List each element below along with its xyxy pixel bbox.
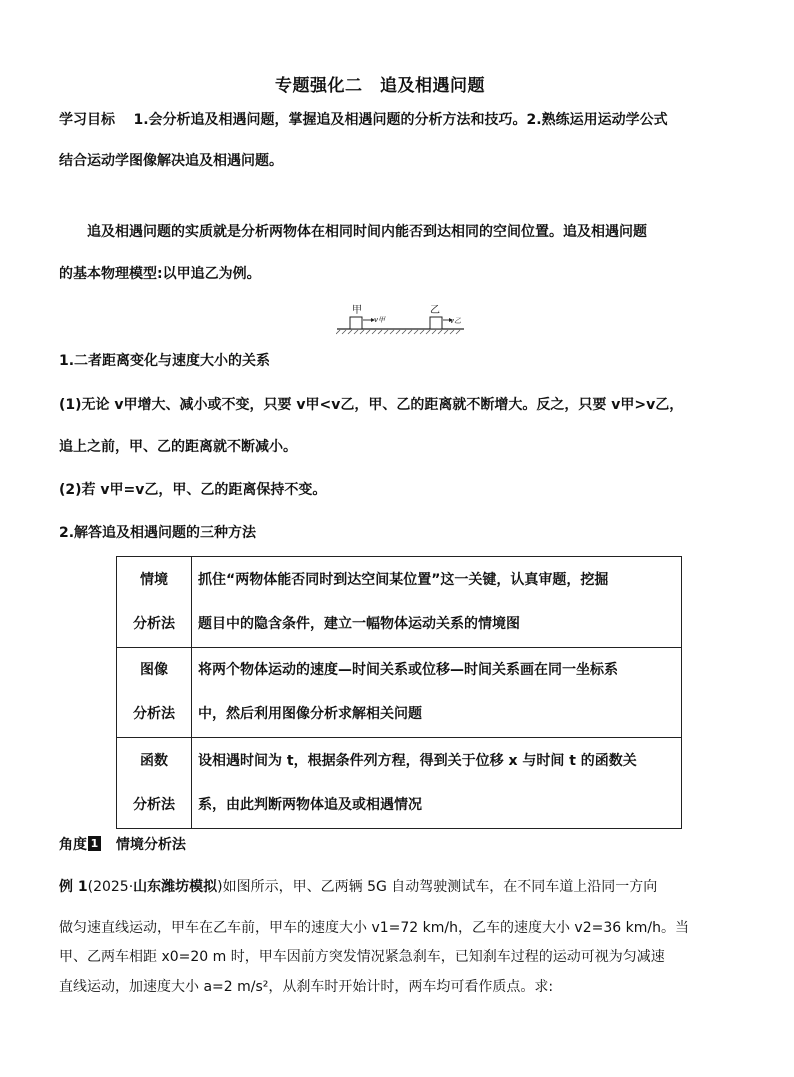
block-b: [430, 317, 442, 329]
method-name-cell: [117, 738, 192, 829]
example-line-4: 直线运动，加速度大小 a=2 m/s²，从刹车时开始计时，两车均可看作质点。求:: [59, 979, 554, 995]
method-name-cell: [117, 557, 192, 648]
page-title: 专题强化二 追及相遇问题: [275, 76, 485, 96]
method-name-line-1: 图像: [140, 662, 168, 679]
learning-goal-label: 学习目标: [59, 112, 115, 128]
block-a: [350, 317, 362, 329]
table-row: [117, 738, 682, 829]
method-description-line-2: 中，然后利用图像分析求解相关问题: [198, 706, 422, 723]
method-name-line-2: 分析法: [133, 797, 175, 814]
method-name-line-2: 分析法: [133, 615, 175, 632]
method-description-line-2: 系，由此判断两物体追及或相遇情况: [198, 797, 422, 814]
angle-heading: [59, 835, 186, 855]
block-a-label: 甲: [352, 305, 362, 316]
example-line-1: [59, 877, 657, 897]
velocity-b-label: v乙: [450, 317, 461, 325]
example-label: 例 1: [59, 879, 88, 895]
example-source-close: ): [217, 879, 223, 895]
chase-model-figure: [336, 300, 466, 336]
method-description-cell: [192, 738, 682, 829]
section-1-para-1-line-1: (1)无论 v甲增大、减小或不变，只要 v甲<v乙，甲、乙的距离就不断增大。反之，只要 v甲>v乙，: [59, 397, 684, 413]
intro-line-2: 的基本物理模型:以甲追乙为例。: [59, 266, 261, 282]
example-text-1: 如图所示，甲、乙两辆 5G 自动驾驶测试车，在不同车道上沿同一方向: [222, 879, 658, 895]
learning-goal-line-1: [59, 110, 668, 130]
method-description-line-1: 抓住“两物体能否同时到达空间某位置”这一关键，认真审题，挖掘: [198, 571, 609, 588]
example-source-open: (2025·: [87, 879, 134, 895]
method-description-line-1: 设相遇时间为 t，根据条件列方程，得到关于位移 x 与时间 t 的函数关: [198, 753, 637, 770]
angle-number-badge: 1: [88, 836, 101, 851]
table-row: [117, 647, 682, 738]
methods-table: [116, 556, 682, 829]
section-1-heading: 1.二者距离变化与速度大小的关系: [59, 353, 271, 369]
method-name-cell: [117, 647, 192, 738]
example-line-3: 甲、乙两车相距 x0=20 m 时，甲车因前方突发情况紧急刹车，已知刹车过程的运动可视为匀减速: [59, 949, 665, 965]
table-row: [117, 557, 682, 648]
velocity-a-label: v甲: [374, 316, 385, 324]
section-1-para-2: (2)若 v甲=v乙，甲、乙的距离保持不变。: [59, 482, 327, 498]
learning-goal-line-2: 结合运动学图像解决追及相遇问题。: [59, 153, 283, 169]
angle-prefix: 角度: [59, 837, 87, 853]
method-name-line-1: 情境: [140, 571, 168, 588]
intro-line-1: 追及相遇问题的实质就是分析两物体在相同时间内能否到达相同的空间位置。追及相遇问题: [87, 224, 647, 240]
method-name-line-1: 函数: [140, 753, 168, 770]
method-description-line-1: 将两个物体运动的速度—时间关系或位移—时间关系画在同一坐标系: [198, 662, 618, 679]
section-1-para-1-line-2: 追上之前，甲、乙的距离就不断减小。: [59, 439, 297, 455]
example-source: 山东潍坊模拟: [133, 879, 218, 895]
method-description-cell: [192, 557, 682, 648]
section-2-heading: 2.解答追及相遇问题的三种方法: [59, 525, 257, 541]
block-b-label: 乙: [430, 305, 440, 316]
learning-goal-text-1: 1.会分析追及相遇问题，掌握追及相遇问题的分析方法和技巧。2.熟练运用运动学公式: [133, 112, 668, 128]
angle-title: 情境分析法: [115, 837, 186, 853]
method-description-cell: [192, 647, 682, 738]
method-description-line-2: 题目中的隐含条件，建立一幅物体运动关系的情境图: [198, 615, 520, 632]
example-line-2: 做匀速直线运动，甲车在乙车前，甲车的速度大小 v1=72 km/h，乙车的速度大小 v2=36 km/h。当: [59, 920, 689, 936]
method-name-line-2: 分析法: [133, 706, 175, 723]
